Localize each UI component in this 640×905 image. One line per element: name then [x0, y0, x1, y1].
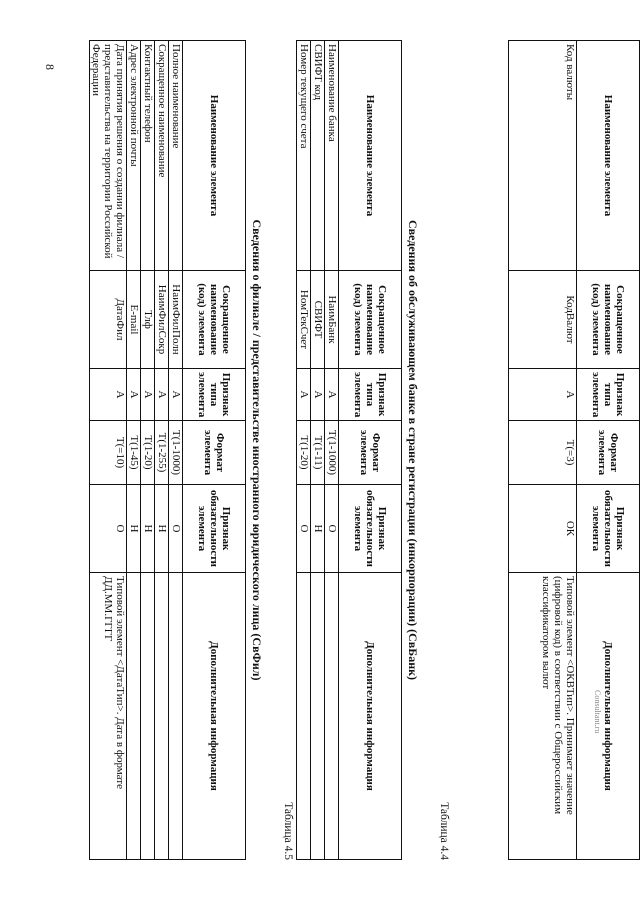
cell: Сокращенное наименование [155, 41, 169, 271]
table-header-row [339, 41, 402, 860]
cell: Номер текущего счета [297, 41, 311, 271]
cell: НаимФилПолн [169, 271, 183, 369]
col-header-type: Признак типа элемента [339, 369, 402, 421]
cell: НаимФилСокр [155, 271, 169, 369]
cell: Т(=10) [90, 421, 127, 485]
table-number: Таблица 4.5 [282, 802, 294, 860]
col-header-format: Формат элемента [577, 421, 640, 485]
cell [297, 573, 311, 860]
cell [311, 573, 325, 860]
cell: Типовой элемент <ДатаТип>. Дата в формате ДД.ММ.ГГГГ [90, 573, 127, 860]
cell: Т(1-1000) [325, 421, 339, 485]
col-header-name: Наименование элемента [339, 41, 402, 271]
cell: Н [141, 485, 155, 573]
cell: О [325, 485, 339, 573]
cell: А [141, 369, 155, 421]
cell: СВИФТ [311, 271, 325, 369]
cell: Т(1-11) [311, 421, 325, 485]
table-row [297, 41, 311, 860]
col-header-type: Признак типа элемента [577, 369, 640, 421]
cell: О [297, 485, 311, 573]
cell [169, 573, 183, 860]
table-title: Сведения об обслуживающем банке в стране регистрации (инкорпорации) (СвБанк) [406, 219, 420, 681]
table-row [155, 41, 169, 860]
cell: А [311, 369, 325, 421]
cell: Дата принятия решения о создании филиала / представительства на территории Российской Федерации [90, 41, 127, 271]
cell: НомТекСчет [297, 271, 311, 369]
cell: Контактный телефон [141, 41, 155, 271]
table-title: Сведения о филиале / представительстве иностранного юридического лица (СвФил) [250, 219, 264, 681]
cell: Т(1-20) [141, 421, 155, 485]
cell: А [127, 369, 141, 421]
col-header-code: Сокращенное наименование (код) элемента [183, 271, 246, 369]
cell: Т(1-1000) [169, 421, 183, 485]
cell: А [90, 369, 127, 421]
cell: Н [127, 485, 141, 573]
cell: А [169, 369, 183, 421]
table-row [311, 41, 325, 860]
cell: НаимБанк [325, 271, 339, 369]
cell: Н [155, 485, 169, 573]
col-header-type: Признак типа элемента [183, 369, 246, 421]
table-header-row [577, 41, 640, 860]
cell: КодВалют [509, 271, 577, 369]
col-header-format: Формат элемента [339, 421, 402, 485]
col-header-name: Наименование элемента [183, 41, 246, 271]
cell: Наименование банка [325, 41, 339, 271]
cell: А [325, 369, 339, 421]
cell: А [155, 369, 169, 421]
margin-watermark: Consultant.ru [593, 690, 602, 734]
col-header-info: Дополнительная информация [577, 573, 640, 860]
cell: Полное наименование [169, 41, 183, 271]
table-row [325, 41, 339, 860]
cell: О [90, 485, 127, 573]
cell: Тлф [141, 271, 155, 369]
currency-table [508, 40, 640, 860]
cell [127, 573, 141, 860]
rotated-page-content [0, 40, 640, 860]
cell: А [297, 369, 311, 421]
cell: Адрес электронной почты [127, 41, 141, 271]
col-header-format: Формат элемента [183, 421, 246, 485]
cell: Н [311, 485, 325, 573]
cell: Т(1-255) [155, 421, 169, 485]
table-row [90, 41, 127, 860]
cell: Т(1-45) [127, 421, 141, 485]
cell: Типовой элемент <ОКВТип>. Принимает значение (цифровой код) в соответствии с Общероссийским классификатором валют [509, 573, 577, 860]
cell [141, 573, 155, 860]
table-row [169, 41, 183, 860]
col-header-code: Сокращенное наименование (код) элемента [577, 271, 640, 369]
cell: СВИФТ код [311, 41, 325, 271]
branch-table [89, 40, 246, 860]
cell: E-mail [127, 271, 141, 369]
col-header-mandatory: Признак обязательности элемента [577, 485, 640, 573]
table-header-row [183, 41, 246, 860]
table-row [509, 41, 577, 860]
cell: ДатаФил [90, 271, 127, 369]
table-row [127, 41, 141, 860]
col-header-name: Наименование элемента [577, 41, 640, 271]
cell: Код валюты [509, 41, 577, 271]
cell: А [509, 369, 577, 421]
col-header-mandatory: Признак обязательности элемента [183, 485, 246, 573]
table-row [141, 41, 155, 860]
col-header-code: Сокращенное наименование (код) элемента [339, 271, 402, 369]
page-number: 8 [43, 64, 57, 70]
col-header-mandatory: Признак обязательности элемента [339, 485, 402, 573]
cell: Т(1-20) [297, 421, 311, 485]
cell: Т(=3) [509, 421, 577, 485]
col-header-info: Дополнительная информация [339, 573, 402, 860]
table-number: Таблица 4.4 [438, 802, 450, 860]
cell: О [169, 485, 183, 573]
cell [155, 573, 169, 860]
col-header-info: Дополнительная информация [183, 573, 246, 860]
cell [325, 573, 339, 860]
cell: ОК [509, 485, 577, 573]
bank-table [296, 40, 402, 860]
